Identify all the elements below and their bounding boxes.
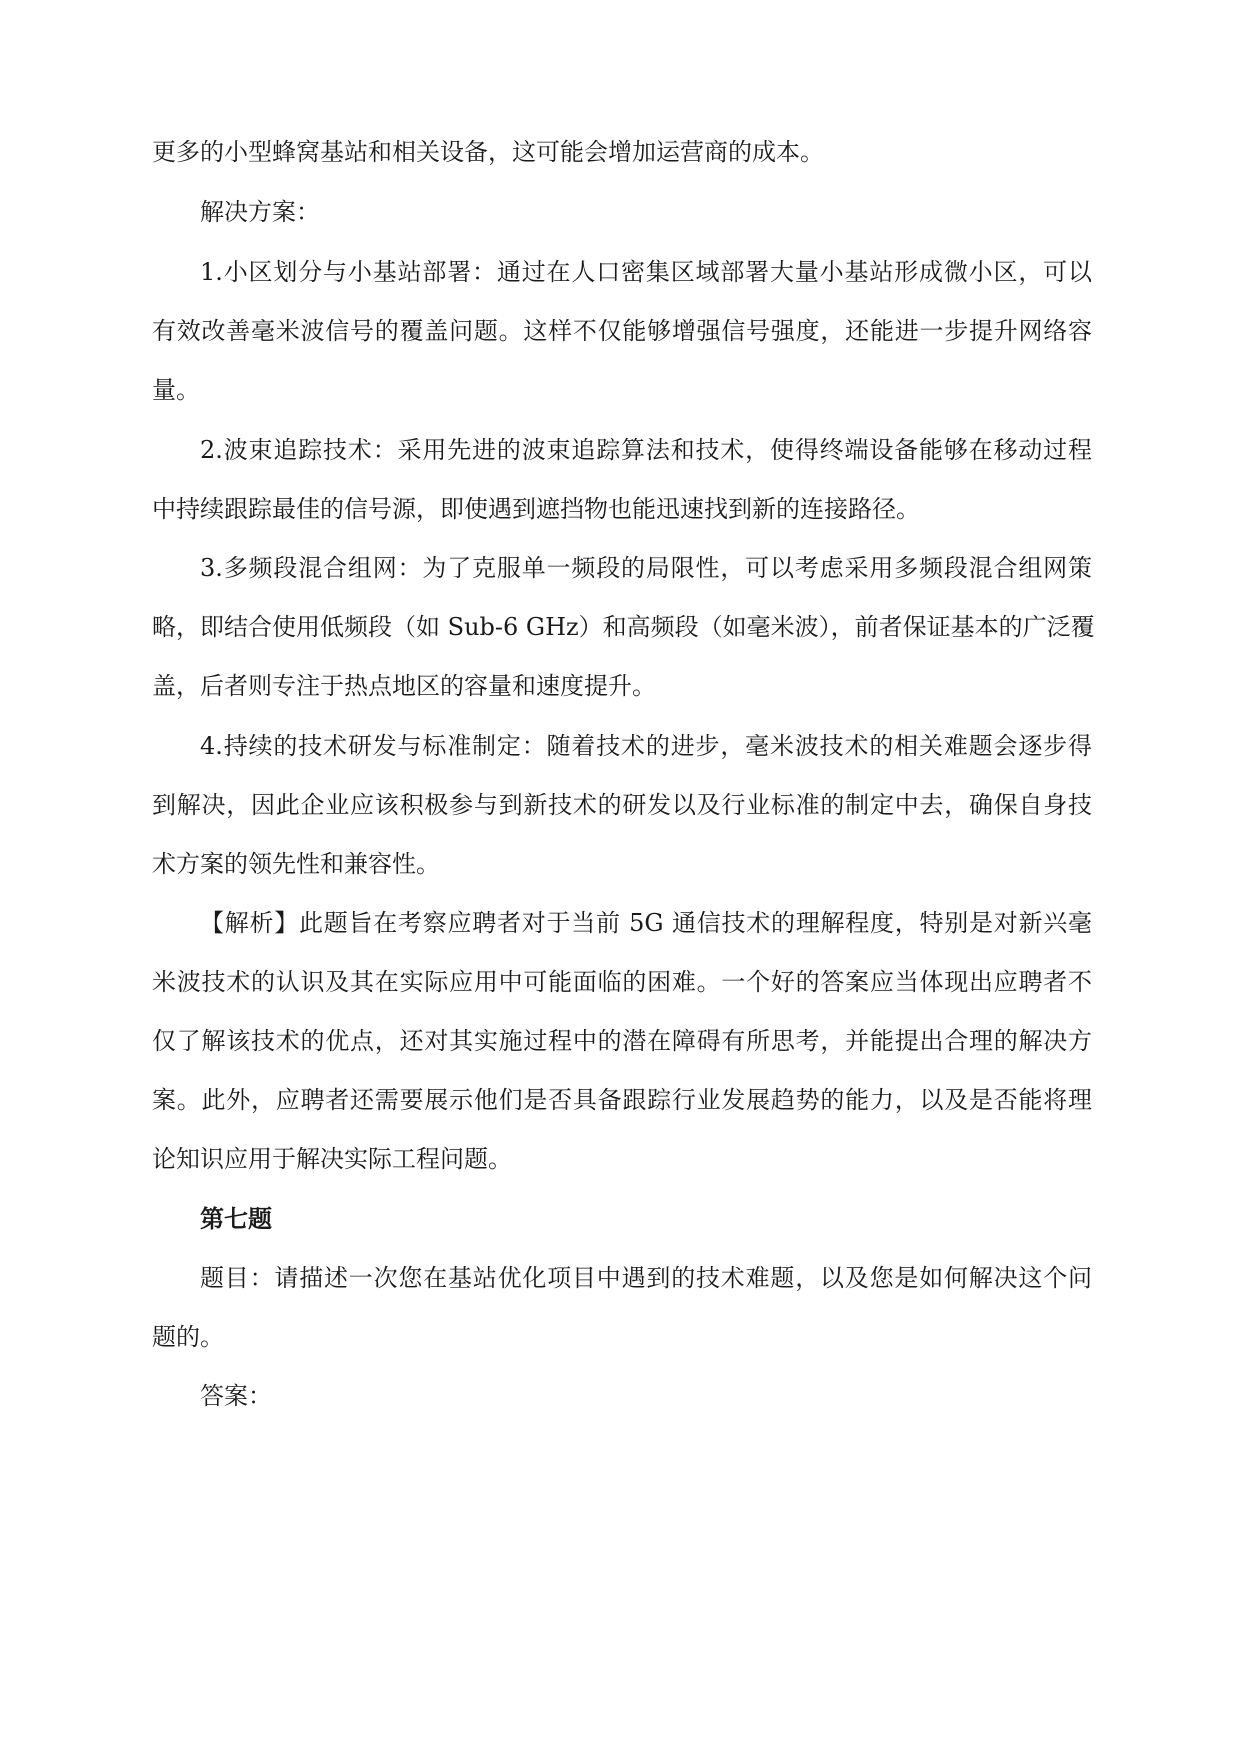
section-title: 第七题 <box>200 1204 272 1233</box>
text-line: 【解析】此题旨在考察应聘者对于当前 5G 通信技术的理解程度，特别是对新兴毫 <box>200 909 1092 937</box>
text-line: 仅了解该技术的优点，还对其实施过程中的潜在障碍有所思考，并能提出合理的解决方 <box>152 1027 1092 1055</box>
text-line: 3.多频段混合组网：为了克服单一频段的局限性，可以考虑采用多频段混合组网策 <box>200 554 1092 582</box>
text-line: 米波技术的认识及其在实际应用中可能面临的困难。一个好的答案应当体现出应聘者不 <box>152 968 1092 996</box>
text-line: 更多的小型蜂窝基站和相关设备，这可能会增加运营商的成本。 <box>152 138 824 166</box>
text-line: 1.小区划分与小基站部署：通过在人口密集区域部署大量小基站形成微小区，可以 <box>200 258 1092 286</box>
text-line: 4.持续的技术研发与标准制定：随着技术的进步，毫米波技术的相关难题会逐步得 <box>200 732 1092 760</box>
text-line: 解决方案： <box>200 198 320 226</box>
text-line: 有效改善毫米波信号的覆盖问题。这样不仅能够增强信号强度，还能进一步提升网络容 <box>152 317 1092 345</box>
text-line: 量。 <box>152 376 200 404</box>
text-line: 2.波束追踪技术：采用先进的波束追踪算法和技术，使得终端设备能够在移动过程 <box>200 436 1092 464</box>
text-line: 到解决，因此企业应该积极参与到新技术的研发以及行业标准的制定中去，确保自身技 <box>152 791 1092 819</box>
text-line: 案。此外，应聘者还需要展示他们是否具备跟踪行业发展趋势的能力，以及是否能将理 <box>152 1086 1092 1114</box>
text-line: 题目：请描述一次您在基站优化项目中遇到的技术难题，以及您是如何解决这个问 <box>200 1264 1092 1292</box>
text-line: 论知识应用于解决实际工程问题。 <box>152 1145 512 1173</box>
text-line: 术方案的领先性和兼容性。 <box>152 850 440 878</box>
text-line: 中持续跟踪最佳的信号源，即使遇到遮挡物也能迅速找到新的连接路径。 <box>152 495 920 523</box>
text-line: 略，即结合使用低频段（如 Sub-6 GHz）和高频段（如毫米波），前者保证基本的广泛覆 <box>152 613 1095 641</box>
text-line: 盖，后者则专注于热点地区的容量和速度提升。 <box>152 672 656 700</box>
text-line: 题的。 <box>152 1323 224 1351</box>
text-line: 答案： <box>200 1382 272 1410</box>
